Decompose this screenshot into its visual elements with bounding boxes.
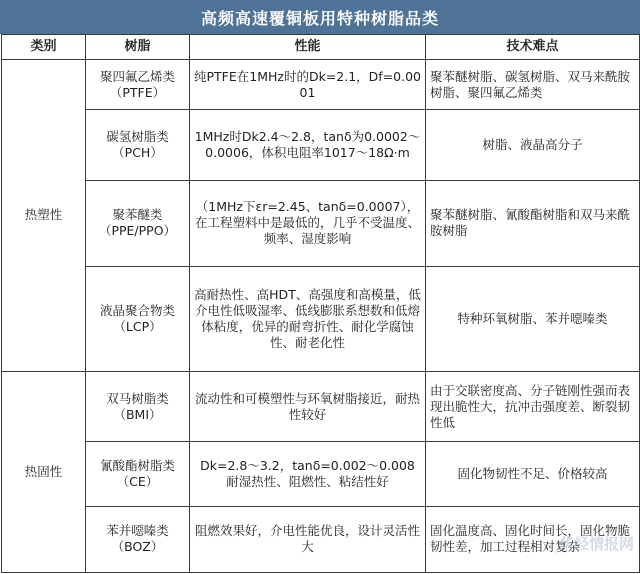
resin-name: 聚苯醚类: [112, 207, 163, 223]
difficulty-cell: 固化物韧性不足、价格较高: [426, 442, 640, 506]
resin-name: 苯并噁嗪类: [106, 523, 169, 539]
difficulty-cell: 特种环氧树脂、苯并噁嗪类: [426, 267, 640, 372]
difficulty-cell: 固化温度高、固化时间长，固化物脆韧性差，加工过程相对复杂: [426, 506, 640, 572]
resin-name: 液晶聚合物类: [99, 302, 175, 318]
resin-cell: [86, 60, 190, 110]
difficulty-cell: 聚苯醚树脂、碳氢树脂、双马来酰胺树脂、聚四氟乙烯类: [426, 60, 640, 110]
category-thermoplastic: 热塑性: [2, 60, 86, 372]
performance-cell: 1MHz时Dk2.4～2.8，tanδ为0.0002～0.0006，体积电阻率1017～18Ω·m: [190, 110, 426, 180]
resin-name: 碳氢树脂类: [106, 128, 169, 144]
header-performance: 性能: [190, 35, 426, 60]
performance-cell: Dk=2.8～3.2，tanδ=0.002～0.008耐湿热性、阻燃性、粘结性好: [190, 442, 426, 506]
table-row: [2, 506, 640, 572]
header-resin: 树脂: [86, 35, 190, 60]
performance-cell: 流动性和可模塑性与环氧树脂接近，耐热性较好: [190, 371, 426, 441]
resin-cell: [86, 110, 190, 180]
resin-cell: [86, 371, 190, 441]
resin-abbr: （PPE/PPO）: [98, 223, 177, 239]
performance-cell: （1MHz下εr=2.45、tanδ=0.0007），在工程塑料中是最低的，几乎不受温度、频率、湿度影响: [190, 180, 426, 267]
header-difficulty: 技术难点: [426, 35, 640, 60]
table-row: [2, 180, 640, 267]
watermark: 华经情报网: [558, 535, 634, 553]
table-row: [2, 267, 640, 372]
resin-cell: [86, 506, 190, 572]
resin-cell: [86, 180, 190, 267]
resin-name: 氰酸酯树脂类: [99, 457, 175, 473]
difficulty-cell: 由于交联密度高、分子链刚性强而表现出脆性大，抗冲击强度差、断裂韧性低: [426, 371, 640, 441]
performance-cell: 高耐热性、高HDT、高强度和高模量，低介电性低吸湿率、低线膨胀系想数和低熔体粘度，优异的耐弯折性、耐化学腐蚀性、耐老化性: [190, 267, 426, 372]
resin-cell: [86, 267, 190, 372]
resin-cell: [86, 442, 190, 506]
resin-abbr: （PCH）: [112, 144, 163, 160]
resin-name: 双马树脂类: [106, 390, 169, 406]
table-title: 高频高速覆铜板用特种树脂品类: [0, 0, 640, 34]
difficulty-cell: 聚苯醚树脂、氰酸酯树脂和双马来酰胺树脂: [426, 180, 640, 267]
table-row: [2, 110, 640, 180]
category-thermosetting: 热固性: [2, 371, 86, 572]
performance-cell: 纯PTFE在1MHz时的Dk=2.1，Df=0.0001: [190, 60, 426, 110]
table-row: [2, 371, 640, 441]
difficulty-cell: 树脂、液晶高分子: [426, 110, 640, 180]
resin-abbr: （BOZ）: [111, 539, 164, 555]
resin-table: [1, 34, 640, 573]
resin-abbr: （BMI）: [113, 406, 162, 422]
table-row: [2, 442, 640, 506]
table-row: [2, 60, 640, 110]
header-row: [2, 35, 640, 60]
performance-cell: 阻燃效果好，介电性能优良，设计灵活性大: [190, 506, 426, 572]
resin-abbr: （LCP）: [113, 318, 162, 334]
resin-abbr: （CE）: [116, 473, 159, 489]
header-category: 类别: [2, 35, 86, 60]
resin-name: 聚四氟乙烯类: [99, 68, 175, 84]
resin-abbr: （PTFE）: [109, 84, 166, 100]
